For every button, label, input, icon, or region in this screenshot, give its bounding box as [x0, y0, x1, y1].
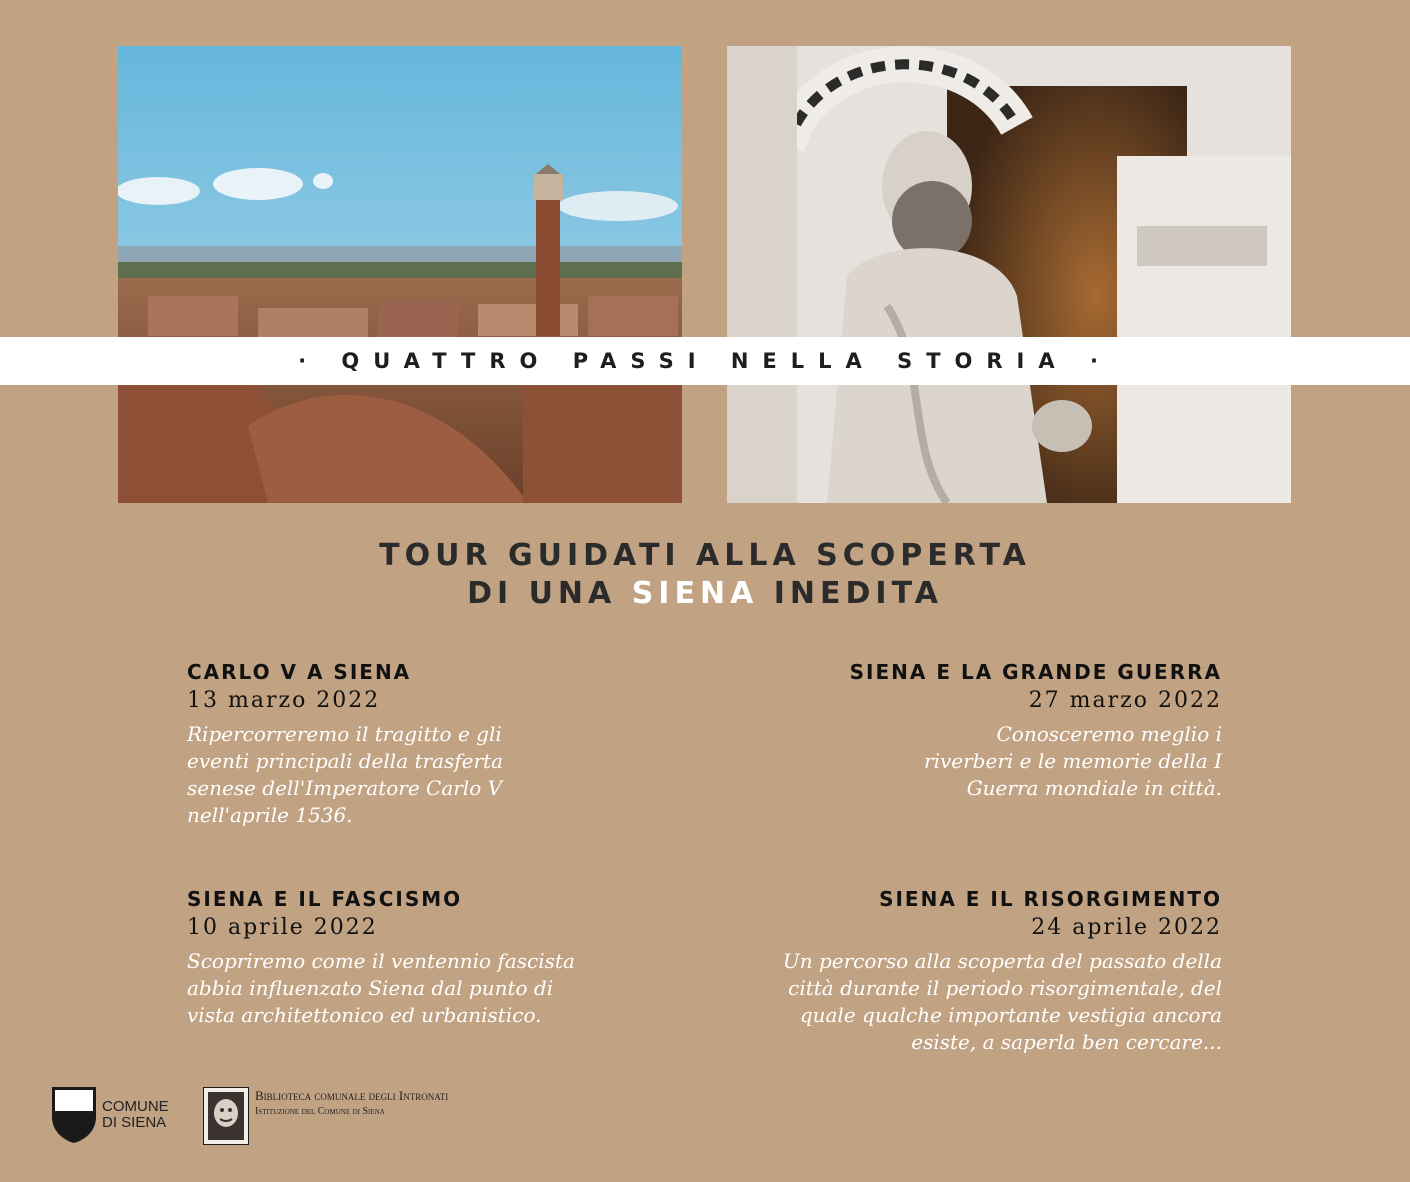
description-line: Scopriremo come il ventennio fascista [187, 949, 575, 973]
headline-line-2-after: INEDITA [758, 576, 943, 611]
description-line: quale qualche importante vestigia ancora [799, 1003, 1222, 1027]
description-line: città durante il periodo risorgimentale, del [788, 976, 1222, 1000]
event-fascismo [187, 887, 575, 1029]
event-description [850, 721, 1222, 802]
headline-line-2 [0, 576, 1410, 611]
comune-di-siena-logo [52, 1087, 169, 1143]
biblioteca-name: Biblioteca comunale degli Intronati [255, 1088, 449, 1103]
biblioteca-subtitle: Istituzione del Comune di Siena [255, 1106, 385, 1117]
headline-line-1: TOUR GUIDATI ALLA SCOPERTA [379, 538, 1031, 573]
description-line: Conosceremo meglio i [996, 722, 1222, 746]
comune-line-1: COMUNE [102, 1098, 169, 1115]
event-title: SIENA E LA GRANDE GUERRA [849, 660, 1222, 684]
description-line: riverberi e le memorie della I [924, 749, 1222, 773]
event-carlo-v [187, 660, 503, 829]
description-line: senese dell'Imperatore Carlo V [187, 776, 503, 800]
event-description [783, 948, 1222, 1056]
siena-shield-icon [52, 1087, 96, 1143]
description-line: esiste, a saperla ben cercare... [911, 1030, 1222, 1054]
description-line: Guerra mondiale in città. [966, 776, 1222, 800]
event-date: 24 aprile 2022 [1031, 915, 1222, 940]
event-date: 13 marzo 2022 [187, 688, 381, 713]
event-description [187, 948, 575, 1029]
description-line: eventi principali della trasferta [187, 749, 504, 773]
description-line: abbia influenzato Siena dal punto di [187, 976, 554, 1000]
event-date: 27 marzo 2022 [1028, 688, 1222, 713]
banner-title: · QUATTRO PASSI NELLA STORIA · [298, 349, 1112, 373]
event-title: CARLO V A SIENA [187, 660, 412, 684]
description-line: vista architettonico ed urbanistico. [187, 1003, 542, 1027]
marble-statue-photo [727, 46, 1291, 503]
headline-line-2-before: DI UNA [467, 576, 632, 611]
event-grande-guerra [850, 660, 1222, 802]
description-line: Un percorso alla scoperta del passato della [782, 949, 1222, 973]
event-description [187, 721, 503, 829]
event-risorgimento [783, 887, 1222, 1056]
event-date: 10 aprile 2022 [187, 915, 378, 940]
description-line: nell'aprile 1536. [187, 803, 353, 827]
intronati-emblem-icon [203, 1087, 249, 1145]
title-banner [0, 337, 1410, 385]
description-line: Ripercorreremo il tragitto e gli [187, 722, 502, 746]
event-title: SIENA E IL RISORGIMENTO [879, 887, 1222, 911]
biblioteca-logo [203, 1087, 448, 1145]
comune-line-2: DI SIENA [102, 1114, 167, 1131]
event-title: SIENA E IL FASCISMO [187, 887, 463, 911]
headline-highlight-siena: SIENA [631, 576, 759, 611]
siena-skyline-photo [118, 46, 682, 503]
